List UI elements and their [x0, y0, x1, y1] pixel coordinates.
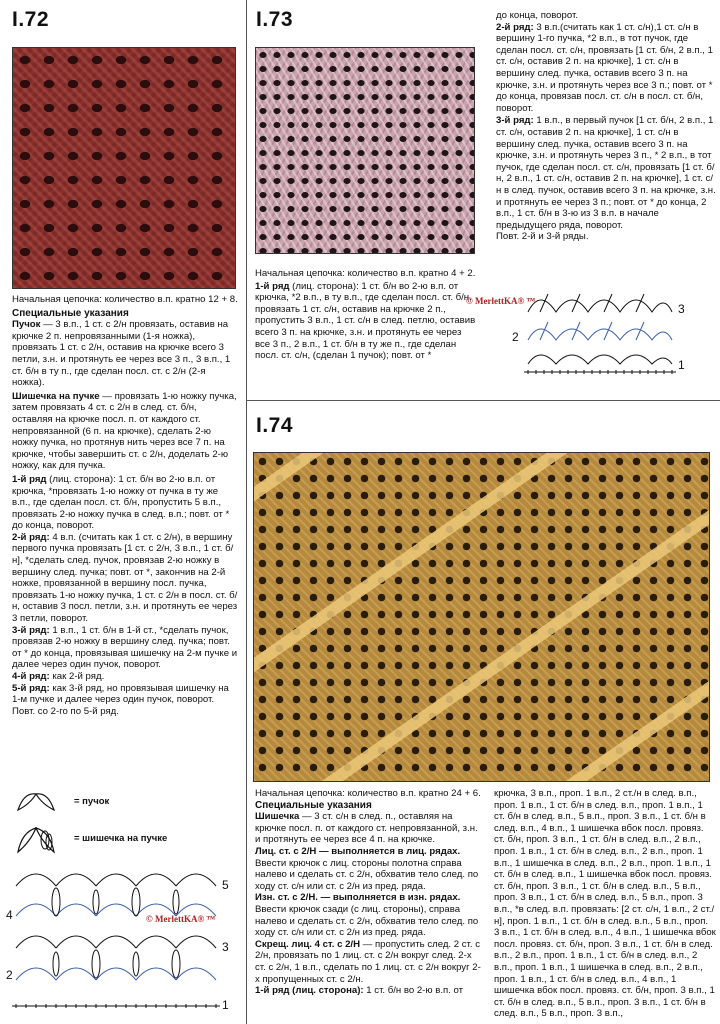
swatch-photo-72 — [12, 47, 236, 289]
row2-label-73: 2-й ряд: — [496, 21, 534, 33]
puchok-symbol-icon — [14, 788, 58, 814]
legend-puchok-label: = пучок — [74, 795, 110, 807]
diagram-73-foundation-chain — [524, 370, 676, 374]
special-heading-72: Специальные указания — [12, 307, 129, 319]
special-heading-74: Специальные указания — [255, 799, 372, 811]
skr-label-74: Скрещ. лиц. 4 ст. с 2/Н — [255, 938, 361, 950]
swatch-photo-74 — [253, 452, 710, 782]
row2-text-73: 3 в.п.(считать как 1 ст. с/н),1 ст. с/н в вершину 1-го пучка, *2 в.п., в тот пучок, где сделан посл. ст. с/н, провязать [1 ст. б/н, 2 в.п., 1 ст. с/н, оставив 2 п. на крючке], 1 ст. с/н в вершину след. пучка, оставив всего 3 п. на крючке, з.н. и протянуть через все 3 п.; повт. от * до конца, провязав посл. ст. с/н в посл. ст. б/н, поворот. — [496, 21, 713, 114]
diagram-72-row-3 — [16, 936, 216, 948]
row-number-72-3: 3 — [222, 940, 229, 954]
pattern-title-73: I.73 — [256, 8, 294, 31]
puchok-text: — 3 в.п., 1 ст. с 2/н провязать, оставив на крючке 2 п. непровязанными (1-я ножка), провязать 1 ст. с 2/н, оставив на крючке всего 3 петли, з.н. и протянуть ее через все 3 п., 3 в.п., 1 ст. б/н в ту п., где сделан посл. ст. с 2/н (2-я ножка). — [12, 319, 231, 389]
instructions-72 — [12, 294, 238, 717]
row1-label-74: 1-й ряд (лиц. сторона): — [255, 985, 364, 997]
section-divider — [246, 400, 720, 401]
row3-text-73: 1 в.п., в первый пучок [1 ст. б/н, 2 в.п., 1 ст. с/н, оставив 2 п. на крючке], 1 ст. с/н в вершину след. пучка, оставив всего 3 п. на крючке, з.н. и протянуть через 3 п., * 2 в.п., в тот пучок, где сделан посл. ст. с/н, провязать [1 ст. б/н, 2 в.п., 1 ст. с/н, оставив 2 п. на крючке], 1 ст. с/н в след. пучок, оставив всего 3 п. на крючке, з.н. и протянуть ее через 3 п.; повт. от * до конца, 2 в.п., 1 ст. б/н в 3-ю из 3 в.п. в начале предыдущего ряда, поворот. — [496, 115, 716, 231]
repeat-72: Повт. со 2-го по 5-й ряд. — [12, 705, 119, 717]
legend-shishechka-label: = шишечка на пучке — [74, 832, 168, 844]
row3-label-73: 3-й ряд: — [496, 115, 534, 127]
row2-text-72: 4 в.п. (считать как 1 ст. с 2/н), в вершину первого пучка провязать [1 ст. с 2/н, 3 в.п., 1 ст. б/н], *сделать след. пучок, провязав 2-ю ножку в вершину след. пучка; повт. от *, закончив на 2-й ножке, провязанной в вершину посл. пучка, провязать 1-ю ножку пучка, 1 ст. с 2/н в посл. ст. б/н, оставив 3 посл. петли, з.н. и протянуть ее через 3 петли, поворот. — [12, 531, 238, 625]
row4-text-72: как 2-й ряд. — [49, 671, 105, 682]
shishechka-text-72: — провязать 1-ю ножку пучка, затем провязать 4 ст. с 2/н в след. ст. б/н, оставляя на крючке посл. п. от каждого ст. непровязанной (6 п. на крючке), сделать 2-ю ножку пучка, но протянув нить через все 7 п. на крючке, чтобы завершить ст. с 2/н, доделать 2-ю ножку, как для пучка. — [12, 390, 237, 472]
legend-puchok — [14, 788, 109, 814]
shishechka-symbol-icon — [14, 820, 58, 856]
instructions-74-col1 — [255, 788, 481, 997]
row1-text-73: (лиц. сторона): 1 ст. б/н во 2-ю в.п. от крючка, *2 в.п., в ту в.п., где сделан посл. ст. б/н, провязать 1 ст. с/н, оставив на крючке 2 п., пропустить 3 в.п., 1 ст. с/н в след. петлю, оставив всего 3 п. на крючке, з.н. и протянуть ее через все 3 п., 2 в.п., 1 ст. б/н в ту же п., где сделан посл. ст. с/н, (сделан 1 пучок); повт. от * — [255, 280, 476, 362]
row5-text-72: как 3-й ряд, но провязывая шишечку на 1-м пучке и далее через один пучок, поворот. — [12, 682, 229, 706]
legend-shishechka — [14, 820, 167, 856]
shishechka-label-72: Шишечка на пучке — [12, 390, 100, 402]
puchok-label: Пучок — [12, 319, 41, 331]
diagram-73-row-3 — [528, 294, 672, 312]
row1-text-74: 1 ст. б/н во 2-ю в.п. от — [363, 985, 464, 997]
column-divider — [246, 0, 247, 1024]
instructions-73-col1 — [255, 268, 477, 362]
col2-top-73: до конца, поворот. — [496, 10, 579, 21]
shishechka-label-74: Шишечка — [255, 811, 300, 823]
row2-label-72: 2-й ряд: — [12, 531, 50, 543]
row-number-73-3: 3 — [678, 302, 685, 316]
diagram-73-row-2 — [528, 322, 672, 340]
pattern-title-74: I.74 — [256, 414, 294, 437]
diagram-72-row-5 — [16, 874, 216, 886]
lic-text-74: Ввести крючок с лиц. стороны полотна справа налево и сделать ст. с 2/н, обхватив тело след. по ходу ст. с/н или ст. с 2/н из пред. ряда. — [255, 857, 479, 892]
intro-72: Начальная цепочка: количество в.п. кратно 12 + 8. — [12, 294, 238, 305]
skr-text-74: — пропустить след. 2 ст. с 2/н, провязать по 1 лиц. ст. с 2/н вокруг след. 2-х ст. с 2/н, 1 в.п., сделать по 1 лиц. ст. с 2/н вокруг 2-х пропущенных ст. с 2/н. — [255, 938, 481, 985]
col2-text-74: крючка, 3 в.п., проп. 1 в.п., 2 ст./н в след. в.п., проп. 1 в.п., 1 ст. б/н в след. в.п., проп. 1 в.п., 1 ст. б/н в след. в.п., 5 в.п., проп. 3 в.п., 1 ст. б/н в след. в.п., 4 в.п., 1 шишечка вбок посл. провяз. ст. б/н, проп. 3 в.п., 1 ст. б/н в след. в.п., 2 в.п., проп. 1 в.п., 1 ст. б/н в след. в.п., 2 в.п., проп. 1 в.п., 1 шишечка в след. в.п., 2 в.п., проп. 1 в.п., 1 ст. б/н в след. в.п., 1 шишечка вбок посл. провяз. ст. б/н, проп. 3 в.п., 1 ст. б/н в след. в.п., 5 в.п., проп. 3 в.п., 1 ст. б/н в след. в.п., 5 в.п., проп. 3 в.п., *в след. в.п. провязать: [2 ст. с/н, 1 в.п., 2 ст./н], проп. 1 в.п., 1 ст. б/н в след. в.п., 5 в.п., проп. 3 в.п., 1 ст. б/н в след. в.п., 4 в.п., 1 шишечка вбок посл. провяз. ст. б/н, проп. 3 в.п., 1 ст. б/н в след. в.п., 2 в.п., проп. 1 в.п., 1 ст. б/н в след. в.п., 2 в.п., проп. 1 в.п., 1 шишечка в след. в.п., 2 в.п., проп. 1 в.п., 1 ст. б/н в след. в.п., 4 в.п., 1 шишечка вбок посл. провяз. ст. б/н, проп. 3 в.п., 1 ст. б/н в след. в.п., 5 в.п., проп. 3 в.п., 1 ст. б/н в след. в.п., 5 в.п., проп. 3 в.п., — [494, 788, 716, 1020]
row5-label-72: 5-й ряд: — [12, 682, 50, 694]
diagram-72-puchok-marks — [52, 888, 180, 978]
swatch-photo-73 — [255, 47, 475, 254]
row1-text-72: (лиц. сторона): 1 ст. б/н во 2-ю в.п. от крючка, *провязать 1-ю ножку от пучка в ту же в.п., где сделан посл. ст. б/н, пропустить 5 в.п., провязать 2-ю ножку пучка в след. в.п.; повт. от * до конца, поворот. — [12, 473, 230, 532]
row-number-72-4: 4 — [6, 908, 13, 922]
shishechka-text-74: — 3 ст. с/н в след. п., оставляя на крючке посл. п. от каждого ст. непровязанной, з.н. и протянуть ее через все 4 п. на крючке. — [255, 811, 478, 846]
watermark-73: © MerlettKA® ™ — [466, 296, 536, 306]
lic-label-74: Лиц. ст. с 2/Н — выполняется в лиц. рядах. — [255, 845, 461, 857]
intro-74: Начальная цепочка: количество в.п. кратно 24 + 6. — [255, 788, 481, 799]
chart-diagram-73 — [520, 278, 680, 378]
instructions-74-col2 — [494, 788, 716, 1020]
row-number-72-2: 2 — [6, 968, 13, 982]
row-number-73-2: 2 — [512, 330, 519, 344]
izn-text-74: Ввести крючок сзади (с лиц. стороны), справа налево и сделать ст. с 2/н, обхватив тело след. по ходу ст. с/н или ст. с 2/н из пред. ряда. — [255, 903, 479, 939]
pattern-title-72: I.72 — [12, 8, 50, 31]
instructions-73-col2 — [496, 10, 716, 243]
row3-label-72: 3-й ряд: — [12, 624, 50, 636]
row-number-73-1: 1 — [678, 358, 685, 372]
row-number-72-1: 1 — [222, 998, 229, 1012]
diagram-72-row-2 — [16, 968, 216, 980]
row-number-72-5: 5 — [222, 878, 229, 892]
diagram-72-foundation-chain — [12, 1004, 220, 1008]
row1-label-73: 1-й ряд — [255, 280, 290, 292]
diagram-73-row-1 — [528, 355, 672, 364]
row1-label-72: 1-й ряд — [12, 473, 47, 485]
row4-label-72: 4-й ряд: — [12, 671, 50, 682]
izn-label-74: Изн. ст. с 2/Н. — выполняется в изн. рядах. — [255, 892, 461, 904]
intro-73: Начальная цепочка: количество в.п. кратно 4 + 2. — [255, 268, 476, 279]
row3-text-72: 1 в.п., 1 ст. б/н в 1-й ст., *сделать пучок, провязав 2-ю ножку в вершину след. пучка; повт. от * до конца, провязывая шишечку на 2-м пучке и далее через один пучок, поворот. — [12, 624, 238, 671]
chart-diagram-72 — [6, 856, 236, 1020]
repeat-73: Повт. 2-й и 3-й ряды. — [496, 231, 589, 243]
watermark-72: © MerlettKA® ™ — [146, 914, 216, 924]
